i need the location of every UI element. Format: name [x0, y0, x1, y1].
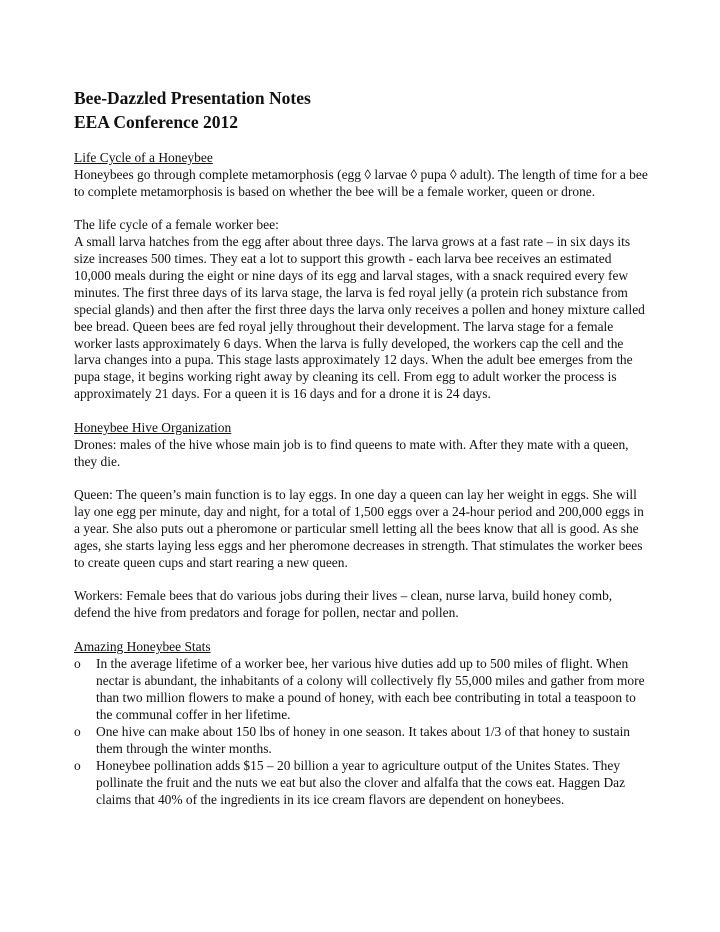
lifecycle-heading: Life Cycle of a Honeybee	[74, 150, 213, 165]
bullet-icon: o	[74, 656, 81, 672]
worker-lifecycle-body: A small larva hatches from the egg after about three days. The larva grows at a fast rate – in six days its size increases 500 times. They eat a lot to support this growth - each larva bee receives an estimated 10,000 meals during the eight or nine days of its egg and larval stages, with a snack required every few minutes. The first three days of its larva stage, the larva is fed royal jelly (a protein rich substance from special glands) and then after the first three days the larva only receives a pollen and honey mixture called bee bread. Queen bees are fed royal jelly throughout their development. The larva stage for a female worker lasts approximately 6 days. When the larva is fully developed, the workers cap the cell and the larva changes into a pupa. This stage lasts approximately 12 days. When the adult bee emerges from the pupa stage, it begins working right away by cleaning its cell. From egg to adult worker the process is approximately 21 days. For a queen it is 16 days and for a drone it is 24 days.	[74, 234, 645, 402]
title-block	[74, 86, 650, 134]
hive-heading: Honeybee Hive Organization	[74, 419, 232, 435]
queen-text: Queen: The queen’s main function is to lay eggs. In one day a queen can lay her weight in eggs. She will lay one egg per minute, day and night, for a total of 1,500 eggs over a 24-hour period and 200,000 eggs in a year. She also puts out a pheromone or particular smell letting all the bees know that all is good. As she ages, she starts laying less eggs and her pheromone decreases in strength. That stimulates the worker bees to create queen cups and start rearing a new queen.	[74, 486, 644, 570]
list-item	[74, 724, 650, 758]
workers-text: Workers: Female bees that do various jobs during their lives – clean, nurse larva, build honey comb, defend the hive from predators and forage for pollen, nectar and pollen.	[74, 587, 613, 620]
stats-section	[74, 638, 650, 808]
worker-lifecycle-section	[74, 217, 650, 403]
lifecycle-section	[74, 150, 650, 201]
list-item-text: In the average lifetime of a worker bee, her various hive duties add up to 500 miles of flight. When nectar is abundant, the inhabitants of a colony will collectively fly 55,000 miles and gather from more than two million flowers to make a pound of honey, with each bee contributing in total a teaspoon to the communal coffer in her lifetime.	[96, 656, 645, 722]
list-item	[74, 758, 650, 809]
stats-heading: Amazing Honeybee Stats	[74, 639, 211, 655]
list-item-text: Honeybee pollination adds $15 – 20 billion a year to agriculture output of the Unites States. They pollinate the fruit and the nuts we eat but also the clover and alfalfa that the cows eat. Haggen Daz claims that 40% of the ingredients in its ice cream flavors are dependent on honeybees.	[96, 757, 626, 807]
list-item-text: One hive can make about 150 lbs of honey in one season. It takes about 1/3 of that honey to sustain them through the winter months.	[96, 723, 631, 756]
document-title: Bee-Dazzled Presentation Notes	[74, 88, 311, 108]
bullet-icon: o	[74, 757, 81, 773]
hive-drones-section	[74, 420, 650, 471]
stats-list	[74, 656, 650, 808]
drones-text: Drones: males of the hive whose main job is to find queens to mate with. After they mate with a queen, they die.	[74, 436, 629, 469]
list-item	[74, 656, 650, 724]
lifecycle-intro: Honeybees go through complete metamorphosis (egg ◊ larvae ◊ pupa ◊ adult). The length of time for a bee to complete metamorphosis is based on whether the bee will be a female worker, queen or drone.	[74, 166, 648, 199]
bullet-icon: o	[74, 723, 81, 739]
worker-lifecycle-heading: The life cycle of a female worker bee:	[74, 217, 279, 233]
document-subtitle: EEA Conference 2012	[74, 112, 238, 132]
